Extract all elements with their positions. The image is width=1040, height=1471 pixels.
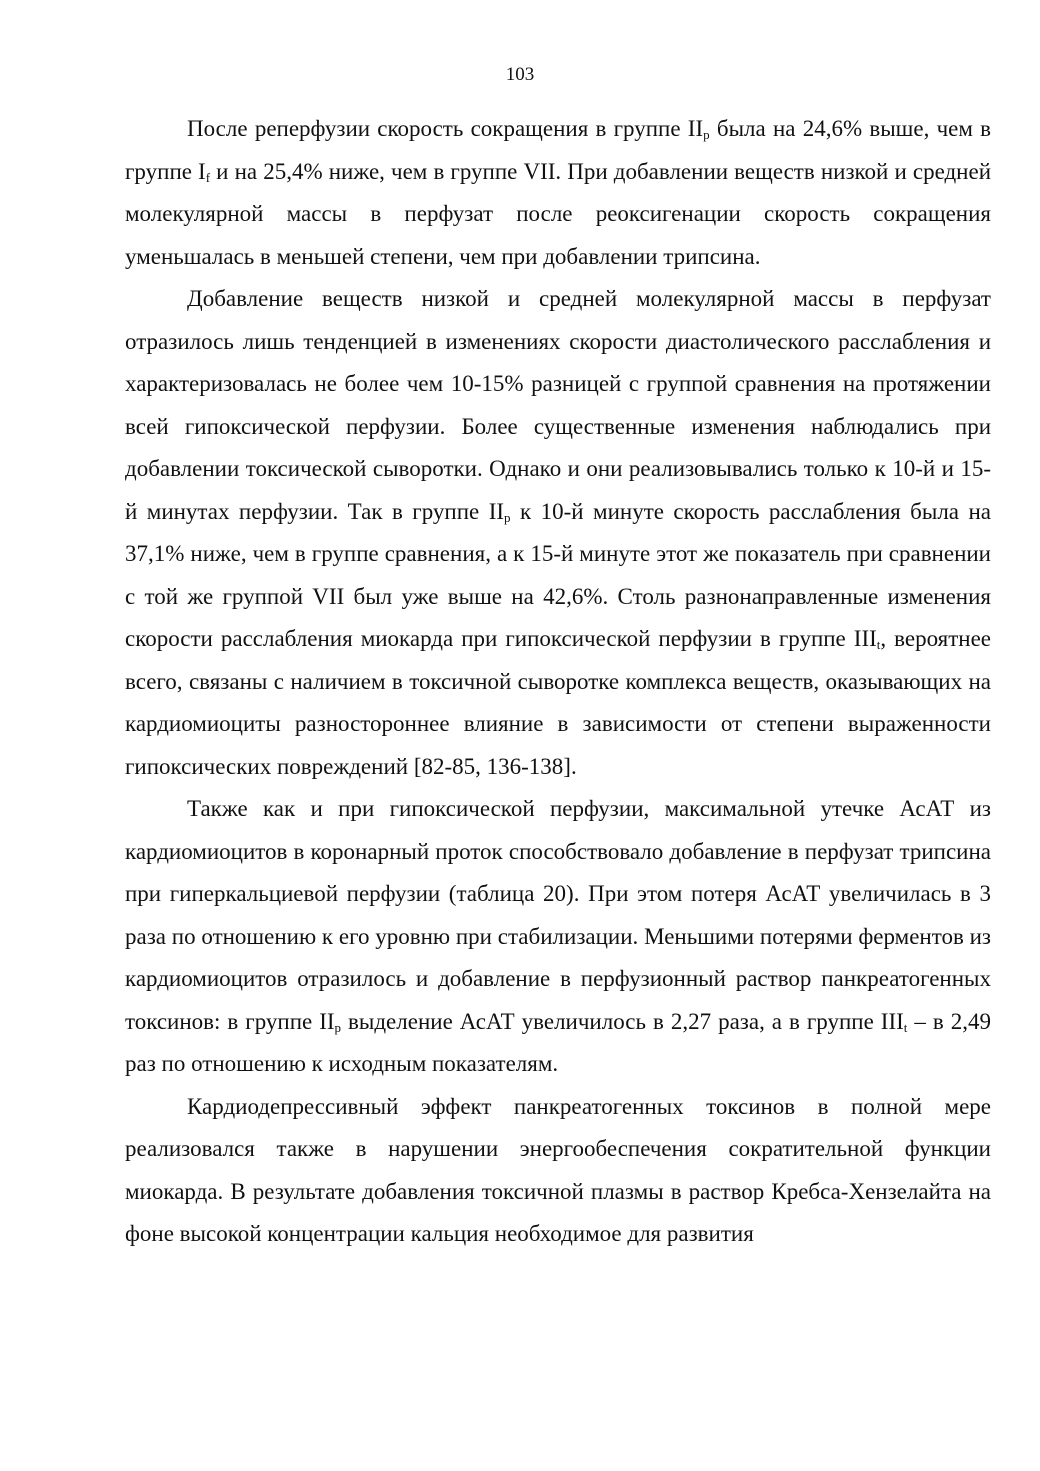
paragraph [125,788,991,1086]
group-subscript: p [334,1019,342,1035]
paragraph [125,278,991,788]
text-run: выделение АсАТ увеличилось в 2,27 раза, а в группе III [341,1008,904,1034]
text-run: была на 24,6% выше, чем в группе I [125,116,991,184]
group-subscript: t [903,1019,908,1035]
paragraph [125,1086,991,1256]
group-subscript: p [703,127,710,142]
page-number: 103 [505,64,535,85]
text-run: и на 25,4% ниже, чем в группе VII. При добавлении веществ низкой и средней молекулярной массы в перфузат после реоксигенации скорость сокращения уменьшалась в меньшей степени, чем при добавлении трипсина. [125,158,992,269]
text-run: Также как и при гипоксической перфузии, максимальной утечке АсАТ из кардиомиоцитов в коронарный проток способствовало добавление в перфузат трипсина при гиперкальциевой перфузии (таблица 20). При этом потеря АсАТ увеличилась в 3 раза по отношению к его уровню при стабилизации. Меньшими потерями ферментов из кардиомиоцитов отразилось и добавление в перфузионный раствор панкреатогенных токсинов: в группе II [125,796,991,1034]
text-run: После реперфузии скорость сокращения в группе II [187,116,704,141]
group-subscript: t [876,637,881,652]
paragraph [125,108,991,278]
text-run: к 10-й минуте скорость расслабления была на 37,1% ниже, чем в группе сравнения, а к 15-й минуте этот же показатель при сравнении с той же группой VII был уже выше на 42,6%. Столь разнонаправленные изменения скорости расслабления миокарда при гипоксической перфузии в группе III [125,498,991,651]
group-subscript: p [504,509,511,525]
body-text [125,108,991,1256]
text-run: Добавление веществ низкой и средней молекулярной массы в перфузат отразилось лишь тенденцией в изменениях скорости диастолического расслабления и характеризовалась не более чем 10-15% разницей с группой сравнения на протяжении всей гипоксической перфузии. Более существенные изменения наблюдались при добавлении токсической сыворотки. Однако и они реализовывались только к 10-й и 15-й минутах перфузии. Так в группе II [125,286,991,524]
text-run: , вероятнее всего, связаны с наличием в токсичной сыворотке комплекса веществ, оказывающих на кардиомиоциты разностороннее влияние в зависимости от степени выраженности гипоксических повреждений [82-85, 136-138]. [125,626,992,779]
text-run: Кардиодепрессивный эффект панкреатогенных токсинов в полной мере реализовался также в нарушении энергообеспечения сократительной функции миокарда. В результате добавления токсичной плазмы в раствор Кребса-Хензелайта на фоне высокой концентрации кальция необходимое для развития [125,1093,991,1246]
group-subscript: f [205,169,211,185]
text-run: – в 2,49 раз по отношению к исходным показателям. [125,1008,992,1076]
